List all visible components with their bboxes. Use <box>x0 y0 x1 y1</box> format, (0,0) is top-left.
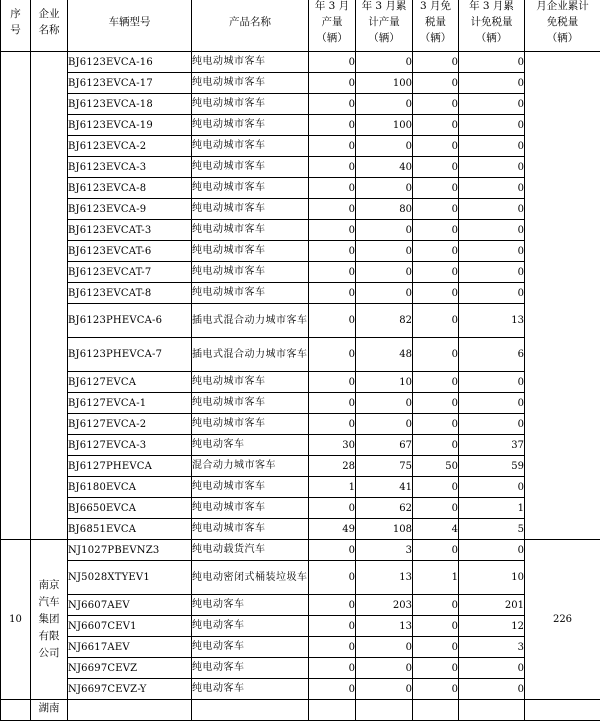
cum-output-cell: 0 <box>356 262 413 283</box>
month-exempt-cell: 1 <box>413 561 459 595</box>
cum-output-cell: 13 <box>356 561 413 595</box>
vehicle-model-cell: BJ6851EVCA <box>68 519 192 540</box>
product-name-cell: 纯电动客车 <box>192 595 309 616</box>
cum-exempt-cell: 0 <box>459 178 525 199</box>
table-row <box>1 658 600 679</box>
cum-output-cell: 48 <box>356 338 413 372</box>
table-row <box>1 262 600 283</box>
header-month-output: 年 3 月 产量 （辆） <box>309 0 356 52</box>
cum-output-cell: 67 <box>356 435 413 456</box>
month-output-cell: 0 <box>309 679 356 700</box>
cum-output-cell: 0 <box>356 178 413 199</box>
header-product: 产品名称 <box>192 0 309 52</box>
table-row <box>1 52 600 73</box>
cum-exempt-cell: 0 <box>459 199 525 220</box>
cum-output-cell: 203 <box>356 595 413 616</box>
company-cell <box>31 540 68 700</box>
empty-cell <box>413 700 459 721</box>
table-row <box>1 94 600 115</box>
month-exempt-cell: 0 <box>413 157 459 178</box>
month-output-cell: 0 <box>309 283 356 304</box>
product-name-cell: 纯电动城市客车 <box>192 220 309 241</box>
vehicle-model-cell: BJ6123EVCAT-7 <box>68 262 192 283</box>
month-exempt-cell: 0 <box>413 658 459 679</box>
company-total-cell: 226 <box>525 540 600 700</box>
cum-output-cell: 0 <box>356 136 413 157</box>
cum-exempt-cell: 12 <box>459 616 525 637</box>
cum-output-cell: 0 <box>356 94 413 115</box>
vehicle-model-cell: BJ6650EVCA <box>68 498 192 519</box>
month-output-cell: 0 <box>309 393 356 414</box>
table-row <box>1 199 600 220</box>
cum-exempt-cell: 0 <box>459 679 525 700</box>
month-output-cell: 0 <box>309 220 356 241</box>
table-row <box>1 157 600 178</box>
cum-output-cell: 75 <box>356 456 413 477</box>
table-row <box>1 595 600 616</box>
table-row <box>1 679 600 700</box>
cum-exempt-cell: 0 <box>459 136 525 157</box>
table-row <box>1 540 600 561</box>
table-row <box>1 456 600 477</box>
company-name: 南京 汽车 集团 有限 公司 <box>31 577 67 662</box>
month-exempt-cell: 0 <box>413 178 459 199</box>
cum-exempt-cell: 0 <box>459 414 525 435</box>
product-name-cell: 纯电动客车 <box>192 435 309 456</box>
product-name-cell: 纯电动城市客车 <box>192 414 309 435</box>
cum-output-cell: 3 <box>356 540 413 561</box>
month-output-cell: 0 <box>309 94 356 115</box>
seq-cell <box>1 52 31 540</box>
month-output-cell: 0 <box>309 178 356 199</box>
month-output-cell: 0 <box>309 498 356 519</box>
table-row <box>1 393 600 414</box>
header-cum-exempt: 年 3 月累 计免税量 （辆） <box>459 0 525 52</box>
vehicle-model-cell: NJ5028XTYEV1 <box>68 561 192 595</box>
cum-output-cell: 0 <box>356 414 413 435</box>
vehicle-model-cell: BJ6123EVCA-8 <box>68 178 192 199</box>
empty-cell <box>525 700 600 721</box>
vehicle-model-cell: BJ6127EVCA <box>68 372 192 393</box>
cum-exempt-cell: 3 <box>459 637 525 658</box>
cum-exempt-cell: 59 <box>459 456 525 477</box>
product-name-cell: 纯电动城市客车 <box>192 73 309 94</box>
cum-output-cell: 0 <box>356 393 413 414</box>
month-output-cell: 1 <box>309 477 356 498</box>
product-name-cell: 纯电动客车 <box>192 658 309 679</box>
cum-output-cell: 40 <box>356 157 413 178</box>
table-row <box>1 637 600 658</box>
month-exempt-cell: 0 <box>413 241 459 262</box>
product-name-cell: 纯电动城市客车 <box>192 115 309 136</box>
vehicle-model-cell: BJ6123EVCA-3 <box>68 157 192 178</box>
product-name-cell: 纯电动客车 <box>192 616 309 637</box>
month-output-cell: 49 <box>309 519 356 540</box>
empty-cell <box>192 700 309 721</box>
header-seq: 序 号 <box>1 0 31 52</box>
vehicle-model-cell: BJ6127EVCA-2 <box>68 414 192 435</box>
table-row <box>1 519 600 540</box>
cum-output-cell: 100 <box>356 73 413 94</box>
cum-exempt-cell: 1 <box>459 498 525 519</box>
product-name-cell: 混合动力城市客车 <box>192 456 309 477</box>
month-output-cell: 0 <box>309 52 356 73</box>
month-output-cell: 0 <box>309 540 356 561</box>
table-row <box>1 498 600 519</box>
cum-output-cell: 13 <box>356 616 413 637</box>
table-row <box>1 477 600 498</box>
product-name-cell: 插电式混合动力城市客车 <box>192 304 309 338</box>
vehicle-model-cell: BJ6180EVCA <box>68 477 192 498</box>
month-exempt-cell: 0 <box>413 115 459 136</box>
month-exempt-cell: 0 <box>413 616 459 637</box>
month-output-cell: 0 <box>309 73 356 94</box>
cum-exempt-cell: 6 <box>459 338 525 372</box>
month-output-cell: 0 <box>309 241 356 262</box>
month-exempt-cell: 4 <box>413 519 459 540</box>
cum-exempt-cell: 0 <box>459 241 525 262</box>
cum-exempt-cell: 13 <box>459 304 525 338</box>
product-name-cell: 纯电动城市客车 <box>192 52 309 73</box>
product-name-cell: 纯电动客车 <box>192 637 309 658</box>
cum-exempt-cell: 5 <box>459 519 525 540</box>
month-output-cell: 0 <box>309 157 356 178</box>
month-exempt-cell: 0 <box>413 262 459 283</box>
table-row <box>1 220 600 241</box>
month-output-cell: 0 <box>309 658 356 679</box>
product-name-cell: 纯电动城市客车 <box>192 283 309 304</box>
product-name-cell: 纯电动城市客车 <box>192 519 309 540</box>
product-name-cell: 纯电动城市客车 <box>192 262 309 283</box>
cum-exempt-cell: 0 <box>459 262 525 283</box>
month-exempt-cell: 0 <box>413 498 459 519</box>
vehicle-model-cell: BJ6123EVCA-2 <box>68 136 192 157</box>
vehicle-model-cell: NJ1027PBEVNZ3 <box>68 540 192 561</box>
month-exempt-cell: 0 <box>413 136 459 157</box>
cum-exempt-cell: 0 <box>459 220 525 241</box>
product-name-cell: 纯电动城市客车 <box>192 94 309 115</box>
month-output-cell: 0 <box>309 372 356 393</box>
table-row <box>1 115 600 136</box>
product-name-cell: 纯电动城市客车 <box>192 498 309 519</box>
vehicle-model-cell: NJ6607CEV1 <box>68 616 192 637</box>
month-output-cell: 0 <box>309 304 356 338</box>
table-row <box>1 283 600 304</box>
cum-output-cell: 0 <box>356 637 413 658</box>
month-exempt-cell: 0 <box>413 52 459 73</box>
cum-output-cell: 10 <box>356 372 413 393</box>
cum-exempt-cell: 0 <box>459 94 525 115</box>
month-output-cell: 0 <box>309 338 356 372</box>
vehicle-model-cell: BJ6123PHEVCA-6 <box>68 304 192 338</box>
cum-exempt-cell: 0 <box>459 540 525 561</box>
vehicle-model-cell: BJ6123EVCAT-6 <box>68 241 192 262</box>
vehicle-model-cell: NJ6697CEVZ <box>68 658 192 679</box>
month-exempt-cell: 0 <box>413 540 459 561</box>
cum-output-cell: 62 <box>356 498 413 519</box>
month-output-cell: 0 <box>309 115 356 136</box>
empty-cell <box>68 700 192 721</box>
month-output-cell: 0 <box>309 561 356 595</box>
month-output-cell: 0 <box>309 595 356 616</box>
month-output-cell: 0 <box>309 616 356 637</box>
month-exempt-cell: 0 <box>413 637 459 658</box>
cum-exempt-cell: 10 <box>459 561 525 595</box>
table-row <box>1 414 600 435</box>
month-exempt-cell: 0 <box>413 372 459 393</box>
seq-cell: 10 <box>1 540 31 700</box>
table-row <box>1 435 600 456</box>
cum-exempt-cell: 0 <box>459 157 525 178</box>
vehicle-model-cell: BJ6127PHEVCA <box>68 456 192 477</box>
cum-output-cell: 0 <box>356 241 413 262</box>
month-output-cell: 0 <box>309 262 356 283</box>
table-row <box>1 178 600 199</box>
empty-cell <box>459 700 525 721</box>
vehicle-model-cell: BJ6123EVCAT-3 <box>68 220 192 241</box>
vehicle-model-cell: NJ6607AEV <box>68 595 192 616</box>
company-cell <box>31 52 68 540</box>
header-company: 企业 名称 <box>31 0 68 52</box>
product-name-cell: 纯电动密闭式桶装垃圾车 <box>192 561 309 595</box>
month-exempt-cell: 0 <box>413 94 459 115</box>
product-name-cell: 纯电动客车 <box>192 679 309 700</box>
cum-exempt-cell: 201 <box>459 595 525 616</box>
month-exempt-cell: 0 <box>413 679 459 700</box>
product-name-cell: 纯电动城市客车 <box>192 393 309 414</box>
product-name-cell: 纯电动载货汽车 <box>192 540 309 561</box>
month-output-cell: 0 <box>309 414 356 435</box>
vehicle-model-cell: BJ6123EVCA-9 <box>68 199 192 220</box>
vehicle-model-cell: BJ6123EVCAT-8 <box>68 283 192 304</box>
table-row <box>1 304 600 338</box>
table-row <box>1 241 600 262</box>
table-row <box>1 136 600 157</box>
cum-output-cell: 100 <box>356 115 413 136</box>
month-exempt-cell: 0 <box>413 393 459 414</box>
cum-output-cell: 41 <box>356 477 413 498</box>
table-row <box>1 561 600 595</box>
cum-exempt-cell: 0 <box>459 372 525 393</box>
product-name-cell: 纯电动城市客车 <box>192 136 309 157</box>
table-row <box>1 372 600 393</box>
cum-output-cell: 0 <box>356 52 413 73</box>
vehicle-model-cell: BJ6127EVCA-1 <box>68 393 192 414</box>
vehicle-model-cell: BJ6127EVCA-3 <box>68 435 192 456</box>
vehicle-model-cell: BJ6123EVCA-19 <box>68 115 192 136</box>
cum-exempt-cell: 0 <box>459 477 525 498</box>
header-company-cum: 月企业累计 免税量 （辆） <box>525 0 600 52</box>
month-exempt-cell: 0 <box>413 283 459 304</box>
cum-exempt-cell: 0 <box>459 115 525 136</box>
month-exempt-cell: 0 <box>413 220 459 241</box>
month-exempt-cell: 0 <box>413 304 459 338</box>
month-output-cell: 0 <box>309 199 356 220</box>
header-cum-output: 年 3 月累 计产量 （辆） <box>356 0 413 52</box>
product-name-cell: 纯电动城市客车 <box>192 178 309 199</box>
empty-cell <box>309 700 356 721</box>
month-exempt-cell: 0 <box>413 73 459 94</box>
header-row <box>1 0 600 52</box>
cum-output-cell: 0 <box>356 679 413 700</box>
company-cell: 湖南 <box>31 700 68 721</box>
month-exempt-cell: 0 <box>413 595 459 616</box>
month-exempt-cell: 0 <box>413 414 459 435</box>
month-exempt-cell: 0 <box>413 435 459 456</box>
cum-output-cell: 0 <box>356 220 413 241</box>
header-month-exempt: 3 月免 税量 （辆） <box>413 0 459 52</box>
product-name-cell: 纯电动城市客车 <box>192 241 309 262</box>
month-output-cell: 30 <box>309 435 356 456</box>
vehicle-model-cell: BJ6123PHEVCA-7 <box>68 338 192 372</box>
product-name-cell: 纯电动城市客车 <box>192 477 309 498</box>
table-row <box>1 616 600 637</box>
cum-output-cell: 80 <box>356 199 413 220</box>
header-model: 车辆型号 <box>68 0 192 52</box>
table-body <box>1 52 600 721</box>
product-name-cell: 插电式混合动力城市客车 <box>192 338 309 372</box>
cum-output-cell: 0 <box>356 658 413 679</box>
cum-exempt-cell: 0 <box>459 283 525 304</box>
month-output-cell: 0 <box>309 637 356 658</box>
table-row <box>1 700 600 721</box>
month-exempt-cell: 0 <box>413 199 459 220</box>
empty-cell <box>356 700 413 721</box>
month-exempt-cell: 0 <box>413 338 459 372</box>
table-row <box>1 73 600 94</box>
cum-exempt-cell: 0 <box>459 52 525 73</box>
cum-output-cell: 0 <box>356 283 413 304</box>
month-exempt-cell: 0 <box>413 477 459 498</box>
month-exempt-cell: 50 <box>413 456 459 477</box>
table-row <box>1 338 600 372</box>
vehicle-model-cell: BJ6123EVCA-18 <box>68 94 192 115</box>
company-total-cell <box>525 52 600 540</box>
vehicle-model-cell: BJ6123EVCA-17 <box>68 73 192 94</box>
product-name-cell: 纯电动城市客车 <box>192 372 309 393</box>
cum-output-cell: 82 <box>356 304 413 338</box>
month-output-cell: 28 <box>309 456 356 477</box>
vehicle-model-cell: BJ6123EVCA-16 <box>68 52 192 73</box>
vehicle-model-cell: NJ6697CEVZ-Y <box>68 679 192 700</box>
vehicle-model-cell: NJ6617AEV <box>68 637 192 658</box>
cum-exempt-cell: 0 <box>459 393 525 414</box>
seq-cell <box>1 700 31 721</box>
cum-exempt-cell: 0 <box>459 73 525 94</box>
cum-exempt-cell: 37 <box>459 435 525 456</box>
product-name-cell: 纯电动城市客车 <box>192 157 309 178</box>
product-name-cell: 纯电动城市客车 <box>192 199 309 220</box>
month-output-cell: 0 <box>309 136 356 157</box>
cum-exempt-cell: 0 <box>459 658 525 679</box>
cum-output-cell: 108 <box>356 519 413 540</box>
